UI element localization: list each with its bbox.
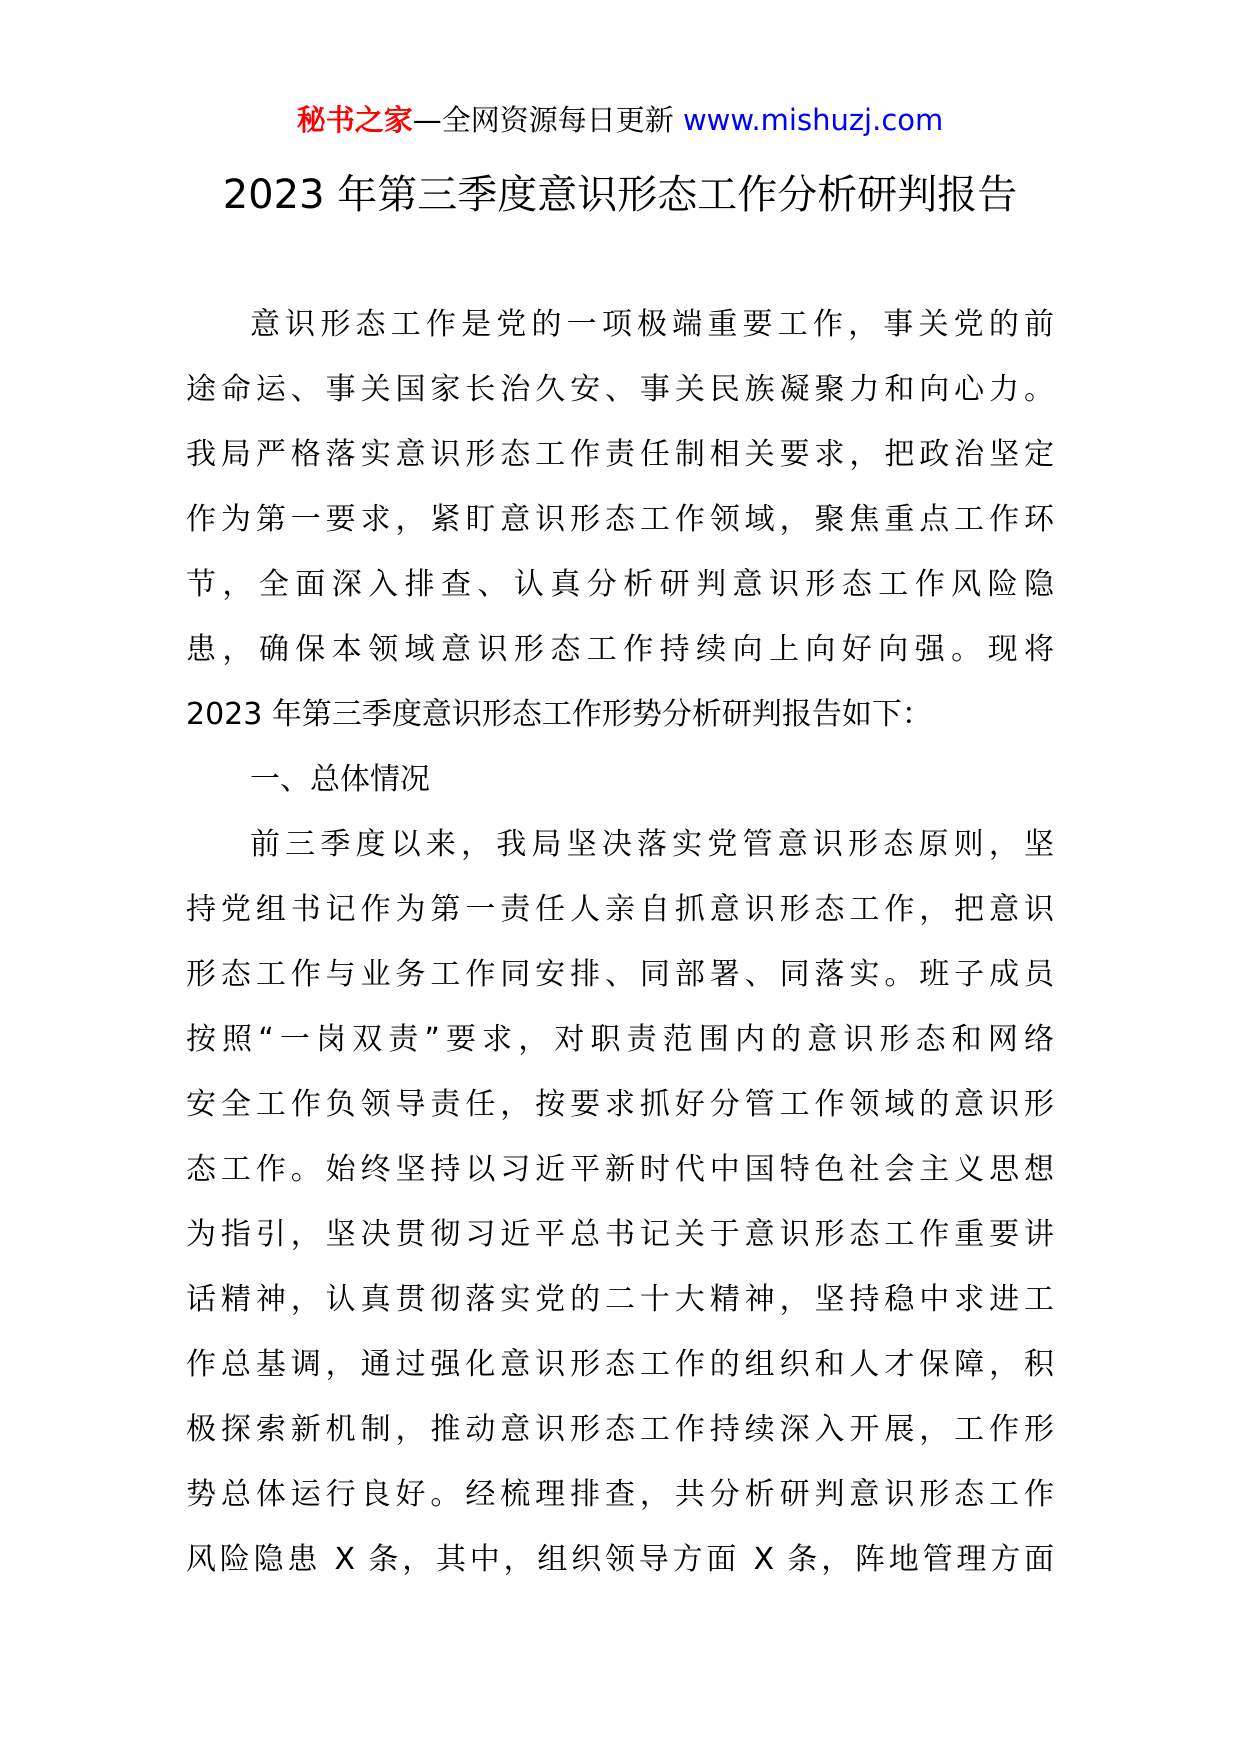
body-line: 我局严格落实意识形态工作责任制相关要求，把政治坚定 <box>186 437 1054 472</box>
site-url-link[interactable]: www.mishuzj.com <box>682 103 944 137</box>
document-title: 2023 年第三季度意识形态工作分析研判报告 <box>222 172 1018 218</box>
body-line: 形态工作与业务工作同安排、同部署、同落实。班子成员 <box>186 957 1054 992</box>
site-slogan: —全网资源每日更新 <box>412 103 674 137</box>
body-line: 按照“一岗双责”要求，对职责范围内的意识形态和网络 <box>186 1022 1054 1057</box>
body-line: 作为第一要求，紧盯意识形态工作领域，聚焦重点工作环 <box>186 502 1054 537</box>
body-line: 话精神，认真贯彻落实党的二十大精神，坚持稳中求进工 <box>186 1282 1054 1317</box>
body-line: 极探索新机制，推动意识形态工作持续深入开展，工作形 <box>186 1412 1054 1447</box>
body-line: 势总体运行良好。经梳理排查，共分析研判意识形态工作 <box>186 1477 1054 1512</box>
body-line: 态工作。始终坚持以习近平新时代中国特色社会主义思想 <box>186 1152 1054 1187</box>
body-line: 意识形态工作是党的一项极端重要工作，事关党的前 <box>250 307 1054 342</box>
brand-name: 秘书之家 <box>296 103 413 137</box>
body-line: 作总基调，通过强化意识形态工作的组织和人才保障，积 <box>186 1347 1054 1382</box>
body-line: 2023 年第三季度意识形态工作形势分析研判报告如下： <box>186 697 932 732</box>
body-line: 患，确保本领域意识形态工作持续向上向好向强。现将 <box>186 632 1054 667</box>
body-line: 途命运、事关国家长治久安、事关民族凝聚力和向心力。 <box>186 372 1054 407</box>
section-heading: 一、总体情况 <box>250 762 430 797</box>
document-body <box>186 292 1054 1592</box>
body-line: 持党组书记作为第一责任人亲自抓意识形态工作，把意识 <box>186 892 1054 927</box>
body-line: 节，全面深入排查、认真分析研判意识形态工作风险隐 <box>186 567 1054 602</box>
body-line: 安全工作负领导责任，按要求抓好分管工作领域的意识形 <box>186 1087 1054 1122</box>
body-line: 风险隐患 X 条，其中，组织领导方面 X 条，阵地管理方面 <box>186 1542 1054 1577</box>
site-header <box>0 100 1240 140</box>
body-line: 为指引，坚决贯彻习近平总书记关于意识形态工作重要讲 <box>186 1217 1054 1252</box>
body-line: 前三季度以来，我局坚决落实党管意识形态原则，坚 <box>250 827 1054 862</box>
